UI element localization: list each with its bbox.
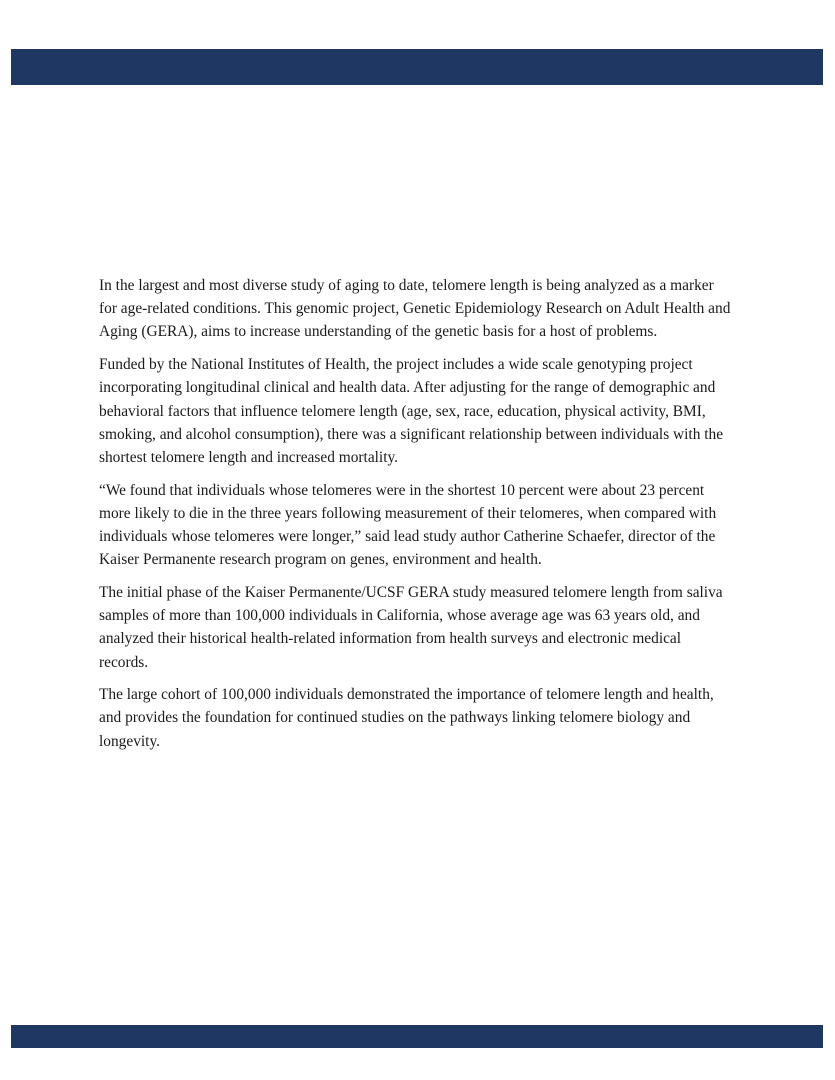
- paragraph-3: “We found that individuals whose telomeres were in the shortest 10 percent were about 23 percent more likely to die in the three years following measurement of their telomeres, when compared with individuals whose telomeres were longer,” said lead study author Catherine Schaefer, director of the Kaiser Permanente research program on genes, environment and health.: [99, 481, 717, 569]
- paragraph-4: The initial phase of the Kaiser Permanente/UCSF GERA study measured telomere length from saliva samples of more than 100,000 individuals in California, whose average age was 63 years old, and analyzed their historical health-related information from health surveys and electronic medical records.: [99, 583, 723, 671]
- paragraph-2: Funded by the National Institutes of Health, the project includes a wide scale genotyping project incorporating longitudinal clinical and health data. After adjusting for the range of demographic and behavioral factors that influence telomere length (age, sex, race, education, physical activity, BMI, smoking, and alcohol consumption), there was a significant relationship between individuals with the shortest telomere length and increased mortality.: [99, 356, 724, 466]
- article-body: [99, 274, 731, 762]
- footer-band: [11, 1025, 823, 1048]
- paragraph-5: The large cohort of 100,000 individuals demonstrated the importance of telomere length and health, and provides the foundation for continued studies on the pathways linking telomere biology and longevity.: [99, 686, 714, 750]
- header-band: [11, 49, 823, 85]
- paragraph-1: In the largest and most diverse study of aging to date, telomere length is being analyzed as a marker for age-related conditions. This genomic project, Genetic Epidemiology Research on Adult Health and Aging (GERA), aims to increase understanding of the genetic basis for a host of problems.: [99, 277, 731, 341]
